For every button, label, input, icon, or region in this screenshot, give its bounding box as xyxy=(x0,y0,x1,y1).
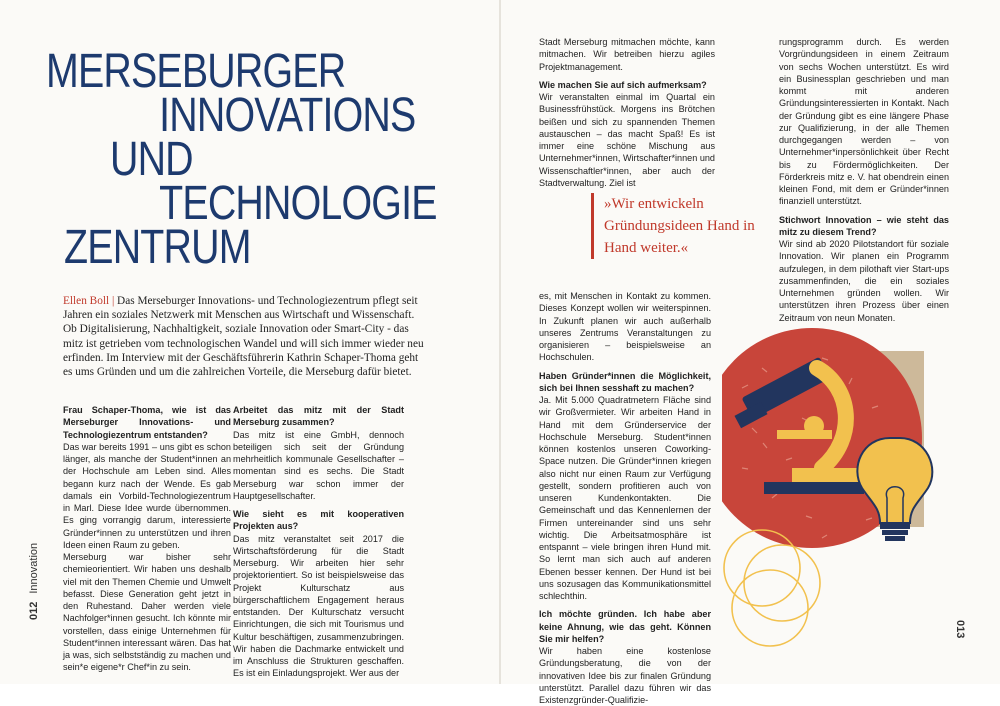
body-paragraph: rungsprogramm durch. Es werden Vorgründungsideen in einem Zeitraum von sechs Wochen unterstützt. Es wird ein Businessplan geschrieben und man kommt mit anderen Gründungsinteressierten in Kontakt. Nach der Gründung gibt es eine längere Phase zur Qualifizierung, in der alle Themen durchgegangen werden – von Unternehmer*inpersönlichkeit über Recht bis zu Fördermöglichkeiten. Der Förderkreis mitz e. V. hat obendrein einen kleinen Fond, mit dem er Gründer*innen finanziell unterstützt. xyxy=(779,37,949,207)
title-line: UND xyxy=(109,133,193,186)
section-name: Innovation xyxy=(28,542,40,594)
section-label xyxy=(28,543,40,620)
page-number: 012 xyxy=(28,601,40,620)
author-name: Ellen Boll | xyxy=(63,295,115,307)
body-paragraph: Wir veranstalten einmal im Quartal ein Businessfrühstück. Morgens ins Brötchen beißen und sich zu spannenden Themen austauschen – das macht Spaß! Es ist immer eine schöne Mischung aus Unternehmer*innen, Wirtschafter*innen und Wissenschaftler*innen, aber auch der Stadtverwaltung. Ziel ist xyxy=(539,92,715,188)
text-column-5 xyxy=(539,290,711,706)
text-column-3 xyxy=(539,36,715,189)
pull-quote: »Wir entwickeln Gründungsideen Hand in Hand weiter.« xyxy=(591,193,784,259)
body-paragraph: Das war bereits 1991 – uns gibt es schon länger, als manche der Student*innen an der Hochschule am Leben sind. Alles begann kurz nach der Wende. Es gab damals ein Vorbild-Technologiezentrum in Marl. Diese Idee wurde übernommen. Es ging vorrangig darum, interessierte Gründer*innen zu unterstützen und ihren Ideen einen Raum zu geben. xyxy=(63,441,231,550)
article-title xyxy=(46,45,437,274)
title-line: INNOVATIONS xyxy=(159,89,416,142)
intro-text: Das Merseburger Innovations- und Technologiezentrum pflegt seit Jahren ein soziales Netzwerk mit Menschen aus Wirtschaft und Wissenschaft. Ob Digitalisierung, Nachhaltigkeit, soziale Innovation oder Smart-City - das mitz ist getrieben vom technologischen Wandel und will sich immer wieder neu erfinden. Im Interview mit der Geschäftsführerin Kathrin Schaper-Thoma geht es ums Gründen und um die zahlreichen Vorteile, die Merseburg dafür bietet. xyxy=(63,295,424,379)
body-paragraph: es, mit Menschen in Kontakt zu kommen. Dieses Konzept wollen wir weiterspinnen. In Zukunft planen wir auch außerhalb unseres Zentrums Veranstaltungen zu organisieren – beispielsweise an Hochschulen. xyxy=(539,291,711,363)
body-paragraph: Wir sind ab 2020 Pilotstandort für soziale Innovation. Wir planen ein Programm aufzulegen, in dem pilothaft vier Start-ups zusammenfinden, die ein soziales Unternehmen gründen wollen. Wir unterstützen ihren Prozess über einen Zeitraum von neun Monaten. xyxy=(779,239,949,323)
body-paragraph: Stadt Merseburg mitmachen möchte, kann mitmachen. Wir betreiben hierzu agiles Projektmanagement. xyxy=(539,37,715,72)
body-paragraph: Ja. Mit 5.000 Quadratmetern Fläche sind wir Großvermieter. Wir arbeiten Hand in Hand mit dem Gründerservice der Hochschule Merseburg. Student*innen können kostenlos unseren Coworking-Space nutzen. Die Gründer*innen kriegen also nicht nur einen Raum zur Verfügung gestellt, sondern profitieren auch von unseren Kundenkontakten. Die Gemeinschaft und das Kennenlernen der Firmen untereinander sind uns sehr wichtig. Die Arbeitsatmosphäre ist entspannt – viele bringen ihren Hund mit. So lernt man sich auch auf anderen Ebenen besser kennen. Der Hund ist bei uns sozusagen das Kommunikationsmittel schlechthin. xyxy=(539,395,711,601)
illustration xyxy=(722,318,972,688)
title-line: ZENTRUM xyxy=(64,221,251,274)
interview-question: Ich möchte gründen. Ich habe aber keine Ahnung, wie das geht. Können Sie mir helfen? xyxy=(539,609,711,644)
page-number-right: 013 xyxy=(954,620,966,639)
text-column-1 xyxy=(63,404,231,674)
left-page xyxy=(0,0,499,684)
interview-question: Stichwort Innovation – wie steht das mitz zu diesem Trend? xyxy=(779,214,949,237)
intro-paragraph xyxy=(63,294,429,379)
text-column-4 xyxy=(779,36,949,324)
body-paragraph: Das mitz ist eine GmbH, dennoch beteiligen sich seit der Gründung mehrheitlich kommunale Gesellschafter – momentan sind es sechs. Die Stadt Merseburg war schon immer der Hauptgesellschafter. xyxy=(233,429,404,501)
body-paragraph: Das mitz veranstaltet seit 2017 die Wirtschaftsförderung für die Stadt Merseburg. Wir arbeiten hier sehr projektorientiert. So ist beispielsweise das Projekt Kulturschatz aus bürgerschaftlichem Engagement heraus entstanden. Der Kulturschatz versucht Einrichtungen, die sich mit Tourismus und Kultur beschäftigen, zusammenzubringen. Wir haben die Dachmarke entwickelt und im Anschluss die Strukturen geschaffen. Es ist ein Einladungsprojekt. Wer aus der xyxy=(233,533,404,679)
interview-question: Wie sieht es mit kooperativen Projekten aus? xyxy=(233,509,404,532)
interview-question: Frau Schaper-Thoma, wie ist das Merseburger Innovations- und Technologiezentrum entstanden? xyxy=(63,405,231,440)
body-paragraph: Merseburg war bisher sehr chemieorientiert. Wir haben uns deshalb viel mit den Themen Chemie und Umwelt befasst. Diese Generation geht jetzt in den Ruhestand. Daher werden viele Nachfolger*innen gesucht. Ich könnte mir vorstellen, dass einige Unternehmen für Student*innen interessant wären. Das hat ja was, sich selbstständig zu machen und sein*e eigene*r Chef*in zu sein. xyxy=(63,552,231,673)
interview-question: Arbeitet das mitz mit der Stadt Merseburg zusammen? xyxy=(233,405,404,428)
title-line: TECHNOLOGIE xyxy=(159,177,437,230)
body-paragraph: Wir haben eine kostenlose Gründungsberatung, die von der innovativen Idee bis zur finalen Gründung unterstützt. Parallel dazu führen wir das Existenzgründer-Qualifizie- xyxy=(539,646,711,705)
text-column-2 xyxy=(233,404,404,680)
interview-question: Haben Gründer*innen die Möglichkeit, sich bei Ihnen sesshaft zu machen? xyxy=(539,370,711,393)
title-line: MERSEBURGER xyxy=(46,45,346,98)
interview-question: Wie machen Sie auf sich aufmerksam? xyxy=(539,79,707,90)
